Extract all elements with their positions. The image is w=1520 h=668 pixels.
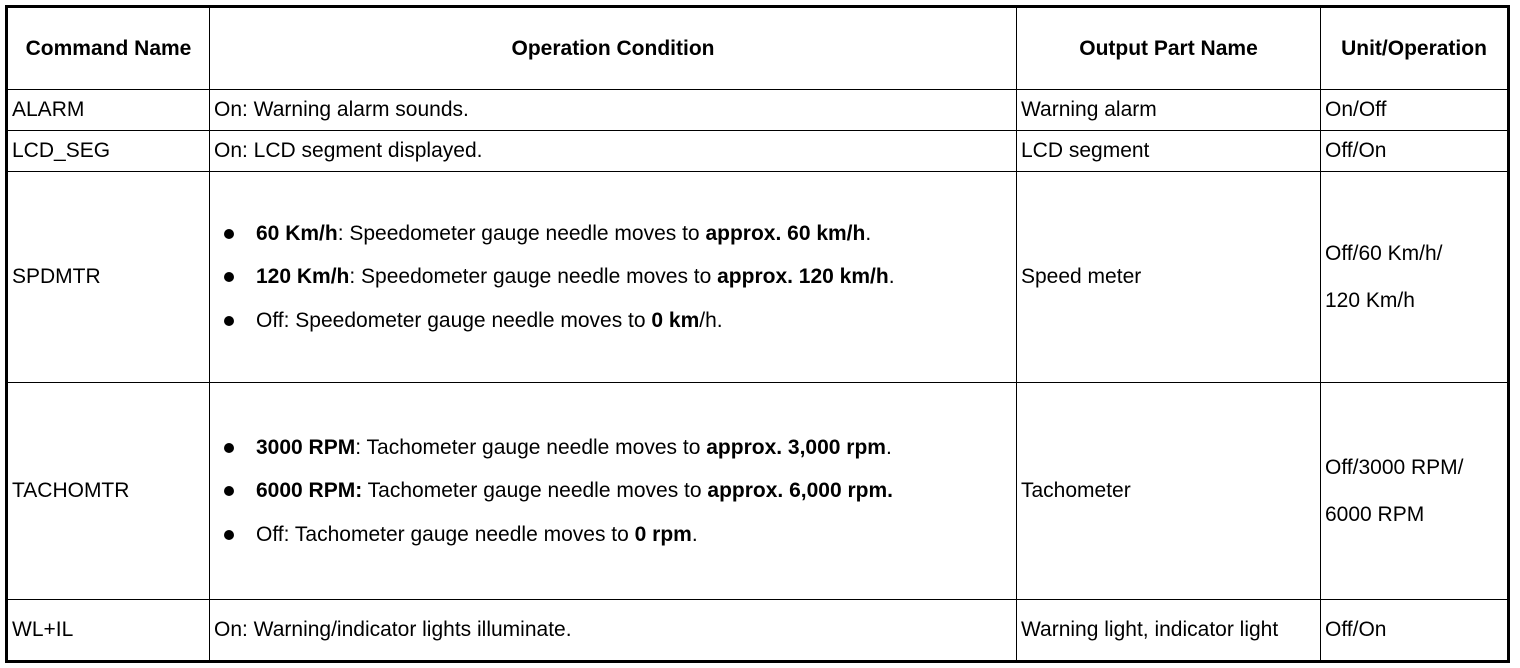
- unit-cell: Off/On: [1321, 600, 1509, 662]
- output-part-cell: LCD segment: [1017, 131, 1321, 172]
- table-row: [7, 90, 1509, 131]
- bullet-item: 60 Km/h: Speedometer gauge needle moves to approx. 60 km/h.: [256, 220, 1012, 247]
- table-row: [7, 172, 1509, 383]
- header-output-part-name: Output Part Name: [1017, 7, 1321, 90]
- condition-cell: On: LCD segment displayed.: [210, 131, 1017, 172]
- condition-cell: [210, 172, 1017, 383]
- command-cell: SPDMTR: [7, 172, 210, 383]
- header-command-name: Command Name: [7, 7, 210, 90]
- command-cell: ALARM: [7, 90, 210, 131]
- unit-line: Off/3000 RPM/: [1325, 455, 1464, 479]
- bullet-item: 6000 RPM: Tachometer gauge needle moves to approx. 6,000 rpm.: [256, 477, 1012, 504]
- output-part-cell: Warning light, indicator light: [1017, 600, 1321, 662]
- unit-cell: Off/On: [1321, 131, 1509, 172]
- command-cell: LCD_SEG: [7, 131, 210, 172]
- header-operation-condition: Operation Condition: [210, 7, 1017, 90]
- output-part-cell: Speed meter: [1017, 172, 1321, 383]
- unit-cell: On/Off: [1321, 90, 1509, 131]
- condition-bullet-list: [214, 220, 1012, 334]
- header-unit-operation: Unit/Operation: [1321, 7, 1509, 90]
- bullet-item: 3000 RPM: Tachometer gauge needle moves to approx. 3,000 rpm.: [256, 434, 1012, 461]
- output-part-cell: Tachometer: [1017, 383, 1321, 600]
- table-row: [7, 383, 1509, 600]
- condition-cell: On: Warning/indicator lights illuminate.: [210, 600, 1017, 662]
- bullet-item: Off: Tachometer gauge needle moves to 0 rpm.: [256, 521, 1012, 548]
- unit-cell: [1321, 383, 1509, 600]
- bullet-item: 120 Km/h: Speedometer gauge needle moves to approx. 120 km/h.: [256, 263, 1012, 290]
- unit-line: 120 Km/h: [1325, 289, 1415, 312]
- condition-cell: [210, 383, 1017, 600]
- header-row: [7, 7, 1509, 90]
- unit-line: Off/60 Km/h/: [1325, 241, 1443, 265]
- command-cell: WL+IL: [7, 600, 210, 662]
- command-table: [5, 5, 1510, 663]
- table-row: [7, 131, 1509, 172]
- bullet-item: Off: Speedometer gauge needle moves to 0 km/h.: [256, 307, 1012, 334]
- command-cell: TACHOMTR: [7, 383, 210, 600]
- unit-line: 6000 RPM: [1325, 503, 1425, 526]
- condition-bullet-list: [214, 434, 1012, 548]
- condition-cell: On: Warning alarm sounds.: [210, 90, 1017, 131]
- output-part-cell: Warning alarm: [1017, 90, 1321, 131]
- unit-cell: [1321, 172, 1509, 383]
- table-row: [7, 600, 1509, 662]
